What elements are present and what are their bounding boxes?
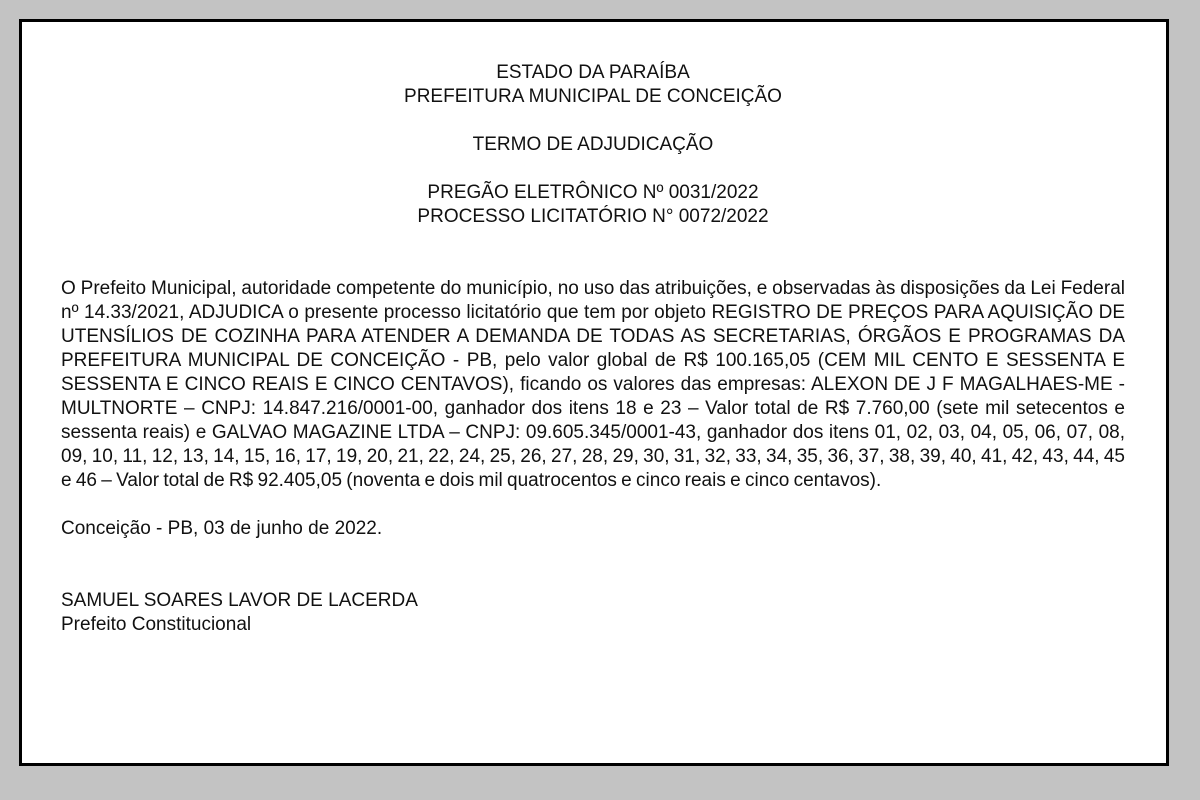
document-page [19, 19, 1169, 766]
municipality-heading: PREFEITURA MUNICIPAL DE CONCEIÇÃO [404, 86, 782, 107]
spacer [61, 493, 1125, 517]
spacer [61, 109, 1125, 133]
spacer [61, 541, 1125, 589]
signatory-name: SAMUEL SOARES LAVOR DE LACERDA [61, 590, 418, 611]
spacer [61, 229, 1125, 277]
adjudication-paragraph: O Prefeito Municipal, autoridade competente do município, no uso das atribuições, e observadas às disposições da Lei Federal nº 14.33/2021, ADJUDICA o presente processo licitatório que tem por objeto REGISTRO DE PREÇOS PARA AQUISIÇÃO DE UTENSÍLIOS DE COZINHA PARA ATENDER A DEMANDA DE TODAS AS SECRETARIAS, ÓRGÃOS E PROGRAMAS DA PREFEITURA MUNICIPAL DE CONCEIÇÃO - PB, pelo valor global de R$ 100.165,05 (CEM MIL CENTO E SESSENTA E SESSENTA E CINCO REAIS E CINCO CENTAVOS), ficando os valores das empresas: ALEXON DE J F MAGALHAES-ME - MULTNORTE – CNPJ: 14.847.216/0001-00, ganhador dos itens 18 e 23 – Valor total de R$ 7.760,00 (sete mil setecentos e sessenta reais) e GALVAO MAGAZINE LTDA – CNPJ: 09.605.345/0001-43, ganhador dos itens 01, 02, 03, 04, 05, 06, 07, 08, 09, 10, 11, 12, 13, 14, 15, 16, 17, 19, 20, 21, 22, 24, 25, 26, 27, 28, 29, 30, 31, 32, 33, 34, 35, 36, 37, 38, 39, 40, 41, 42, 43, 44, 45 e 46 – Valor total de R$ 92.405,05 (noventa e dois mil quatrocentos e cinco reais e cinco centavos). [61, 278, 1125, 491]
document-content [61, 61, 1125, 637]
state-heading: ESTADO DA PARAÍBA [496, 62, 690, 83]
document-title: TERMO DE ADJUDICAÇÃO [472, 134, 714, 155]
date-line: Conceição - PB, 03 de junho de 2022. [61, 518, 383, 539]
signatory-role: Prefeito Constitucional [61, 614, 252, 635]
spacer [61, 157, 1125, 181]
auction-number: PREGÃO ELETRÔNICO Nº 0031/2022 [427, 182, 759, 203]
process-number: PROCESSO LICITATÓRIO N° 0072/2022 [417, 206, 769, 227]
